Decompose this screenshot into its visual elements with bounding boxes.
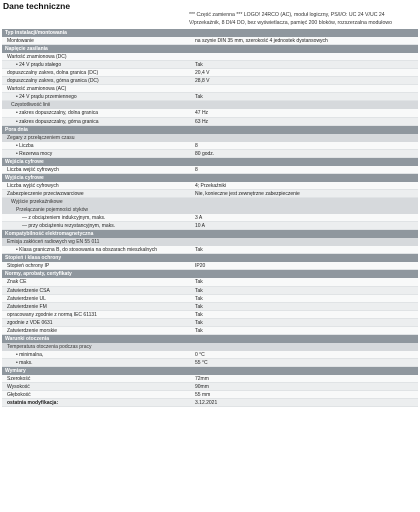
- spec-label: Wartość znamionowa (AC): [7, 86, 67, 93]
- spec-value: 20,4 V: [195, 70, 210, 77]
- section-header: [2, 254, 418, 262]
- spec-row: [2, 327, 418, 335]
- spec-value: Tak: [195, 279, 203, 286]
- subgroup-header: [2, 238, 418, 246]
- spec-label: dopuszczalny zakres, górna granica (DC): [7, 78, 99, 85]
- section-title: Wejścia cyfrowe: [5, 158, 44, 165]
- spec-row: [2, 383, 418, 391]
- spec-value: 10 A: [195, 223, 206, 230]
- section-header: [2, 174, 418, 182]
- product-description: *** Część zamienna *** LOGO! 24RCO (AC), moduł logiczny, PS/I/O: UC 24 V/UC 24 V/przekaźnik, 8 DI/4 DO, bez wyświetlacza, pamięć 200 bloków, rozszerzalna modułowo: [189, 12, 392, 26]
- spec-row: [2, 109, 418, 117]
- spec-row: [2, 61, 418, 69]
- spec-row: [2, 85, 418, 93]
- spec-label: ostatnia modyfikacja:: [7, 400, 59, 407]
- spec-label: Liczba wyjść cyfrowych: [7, 182, 59, 189]
- subgroup-title: Emisja zakłóceń radiowych wg EN 55 011: [7, 239, 100, 246]
- spec-value: 3.12.2021: [195, 400, 218, 407]
- section-header: [2, 270, 418, 278]
- spec-value: Tak: [195, 303, 203, 310]
- spec-row: [2, 214, 418, 222]
- spec-label: Zatwierdzenie morskie: [7, 327, 58, 334]
- spec-value: Tak: [195, 327, 203, 334]
- spec-label: Szerokość: [7, 376, 31, 383]
- spec-row: [2, 37, 418, 45]
- spec-label: • 24 V prądu stałego: [16, 62, 62, 69]
- spec-row: [2, 69, 418, 77]
- spec-value: Nie, konieczne jest zewnętrzne zabezpieczenie: [195, 190, 300, 197]
- spec-label: opracowany zgodnie z normą IEC 61131: [7, 311, 97, 318]
- spec-value: 8: [195, 166, 198, 173]
- spec-row: [2, 142, 418, 150]
- section-title: Pora dnia: [5, 126, 28, 133]
- spec-label: Zatwierdzenie FM: [7, 303, 47, 310]
- spec-value: 47 Hz: [195, 110, 209, 117]
- spec-value: IP20: [195, 263, 206, 270]
- subgroup-header: [2, 134, 418, 142]
- page-title: Dane techniczne: [3, 1, 71, 11]
- spec-value: Tak: [195, 62, 203, 69]
- spec-row: [2, 222, 418, 230]
- spec-row: [2, 77, 418, 85]
- spec-row: [2, 118, 418, 126]
- spec-value: 90mm: [195, 384, 209, 391]
- spec-row: [2, 182, 418, 190]
- spec-label: • Klasa graniczna B, do stosowania na obszarach mieszkalnych: [16, 247, 157, 254]
- section-header: [2, 367, 418, 375]
- spec-value: 55 mm: [195, 392, 211, 399]
- spec-label: • zakres dopuszczalny, górna granica: [16, 118, 99, 125]
- spec-label: dopuszczalny zakres, dolna granica (DC): [7, 70, 99, 77]
- spec-label: • Liczba: [16, 142, 34, 149]
- section-header: [2, 158, 418, 166]
- spec-value: 80 godz.: [195, 150, 215, 157]
- spec-label: • Rezerwa mocy: [16, 150, 53, 157]
- section-title: Warunki otoczenia: [5, 335, 49, 342]
- spec-label: zgodnie z VDE 0631: [7, 319, 53, 326]
- spec-value: 72mm: [195, 376, 209, 383]
- section-header: [2, 45, 418, 53]
- spec-label: Liczba wejść cyfrowych: [7, 166, 59, 173]
- spec-row: [2, 246, 418, 254]
- spec-row: [2, 287, 418, 295]
- spec-value: Tak: [195, 295, 203, 302]
- spec-row: [2, 319, 418, 327]
- subgroup-title: Częstotliwość linii: [11, 102, 51, 109]
- spec-row: [2, 375, 418, 383]
- spec-row: [2, 303, 418, 311]
- spec-label: Zatwierdzenie CSA: [7, 287, 50, 294]
- spec-value: Tak: [195, 319, 203, 326]
- spec-value: Tak: [195, 94, 203, 101]
- section-header: [2, 126, 418, 134]
- spec-value: Tak: [195, 311, 203, 318]
- section-header: [2, 29, 418, 37]
- subgroup-header: [2, 206, 418, 214]
- spec-value: 4; Przekaźniki: [195, 182, 227, 189]
- spec-value: 3 A: [195, 215, 203, 222]
- spec-label: • zakres dopuszczalny, dolna granica: [16, 110, 98, 117]
- spec-label: • minimalna,: [16, 351, 44, 358]
- subgroup-title: Zegary z przełączeniem czasu: [7, 134, 75, 141]
- spec-row: [2, 190, 418, 198]
- spec-label: Wysokość: [7, 384, 30, 391]
- spec-label: Wartość znamionowa (DC): [7, 54, 67, 61]
- spec-label: Stopień ochrony IP: [7, 263, 50, 270]
- spec-label: • maks.: [16, 359, 33, 366]
- spec-row: [2, 93, 418, 101]
- spec-value: Tak: [195, 287, 203, 294]
- spec-row: [2, 150, 418, 158]
- section-title: Typ instalacji/montowania: [5, 30, 67, 36]
- section-title: Napięcie zasilania: [5, 46, 48, 53]
- spec-row: [2, 278, 418, 286]
- spec-value: 55 °C: [195, 359, 208, 366]
- section-title: Wymiary: [5, 367, 26, 374]
- spec-value: 63 Hz: [195, 118, 209, 125]
- spec-row: [2, 262, 418, 270]
- spec-value: 8: [195, 142, 198, 149]
- spec-table: [2, 29, 418, 407]
- spec-row: [2, 399, 418, 407]
- spec-row: [2, 391, 418, 399]
- section-title: Wyjścia cyfrowe: [5, 174, 44, 181]
- spec-row: [2, 295, 418, 303]
- section-title: Normy, aprobaty, certyfikaty: [5, 271, 72, 278]
- subgroup-title: Temperatura otoczenia podczas pracy: [7, 343, 92, 350]
- spec-value: 0 °C: [195, 351, 205, 358]
- spec-row: [2, 351, 418, 359]
- subgroup-header: [2, 343, 418, 351]
- spec-row: [2, 311, 418, 319]
- subgroup-title: Przełączanie pojemności styków: [16, 207, 88, 214]
- spec-label: — z obciążeniem indukcyjnym, maks.: [22, 215, 106, 222]
- spec-label: Głębokość: [7, 392, 31, 399]
- spec-row: [2, 53, 418, 61]
- spec-value: 28,8 V: [195, 78, 210, 85]
- spec-value: [190, 85, 418, 92]
- section-title: Stopień i klasa ochrony: [5, 255, 62, 262]
- section-header: [2, 230, 418, 238]
- spec-label: Znak CE: [7, 279, 27, 286]
- spec-label: • 24 V prądu przemiennego: [16, 94, 77, 101]
- spec-value: na szynie DIN 35 mm, szerokość 4 jednostek dystansowych: [195, 38, 328, 45]
- subgroup-header: [2, 101, 418, 109]
- spec-value: Tak: [195, 247, 203, 254]
- spec-label: Montowanie: [7, 38, 34, 45]
- spec-value: [190, 53, 418, 60]
- subgroup-title: Wyjście przekaźnikowe: [11, 198, 63, 205]
- spec-row: [2, 166, 418, 174]
- spec-row: [2, 359, 418, 367]
- spec-label: — przy obciążeniu rezystancyjnym, maks.: [22, 223, 116, 230]
- section-header: [2, 335, 418, 343]
- section-title: Kompatybilność elektromagnetyczna: [5, 231, 94, 238]
- spec-label: Zatwierdzenie UL: [7, 295, 46, 302]
- subgroup-header: [2, 198, 418, 206]
- spec-label: Zabezpieczenie przeciwzwarciowe: [7, 190, 84, 197]
